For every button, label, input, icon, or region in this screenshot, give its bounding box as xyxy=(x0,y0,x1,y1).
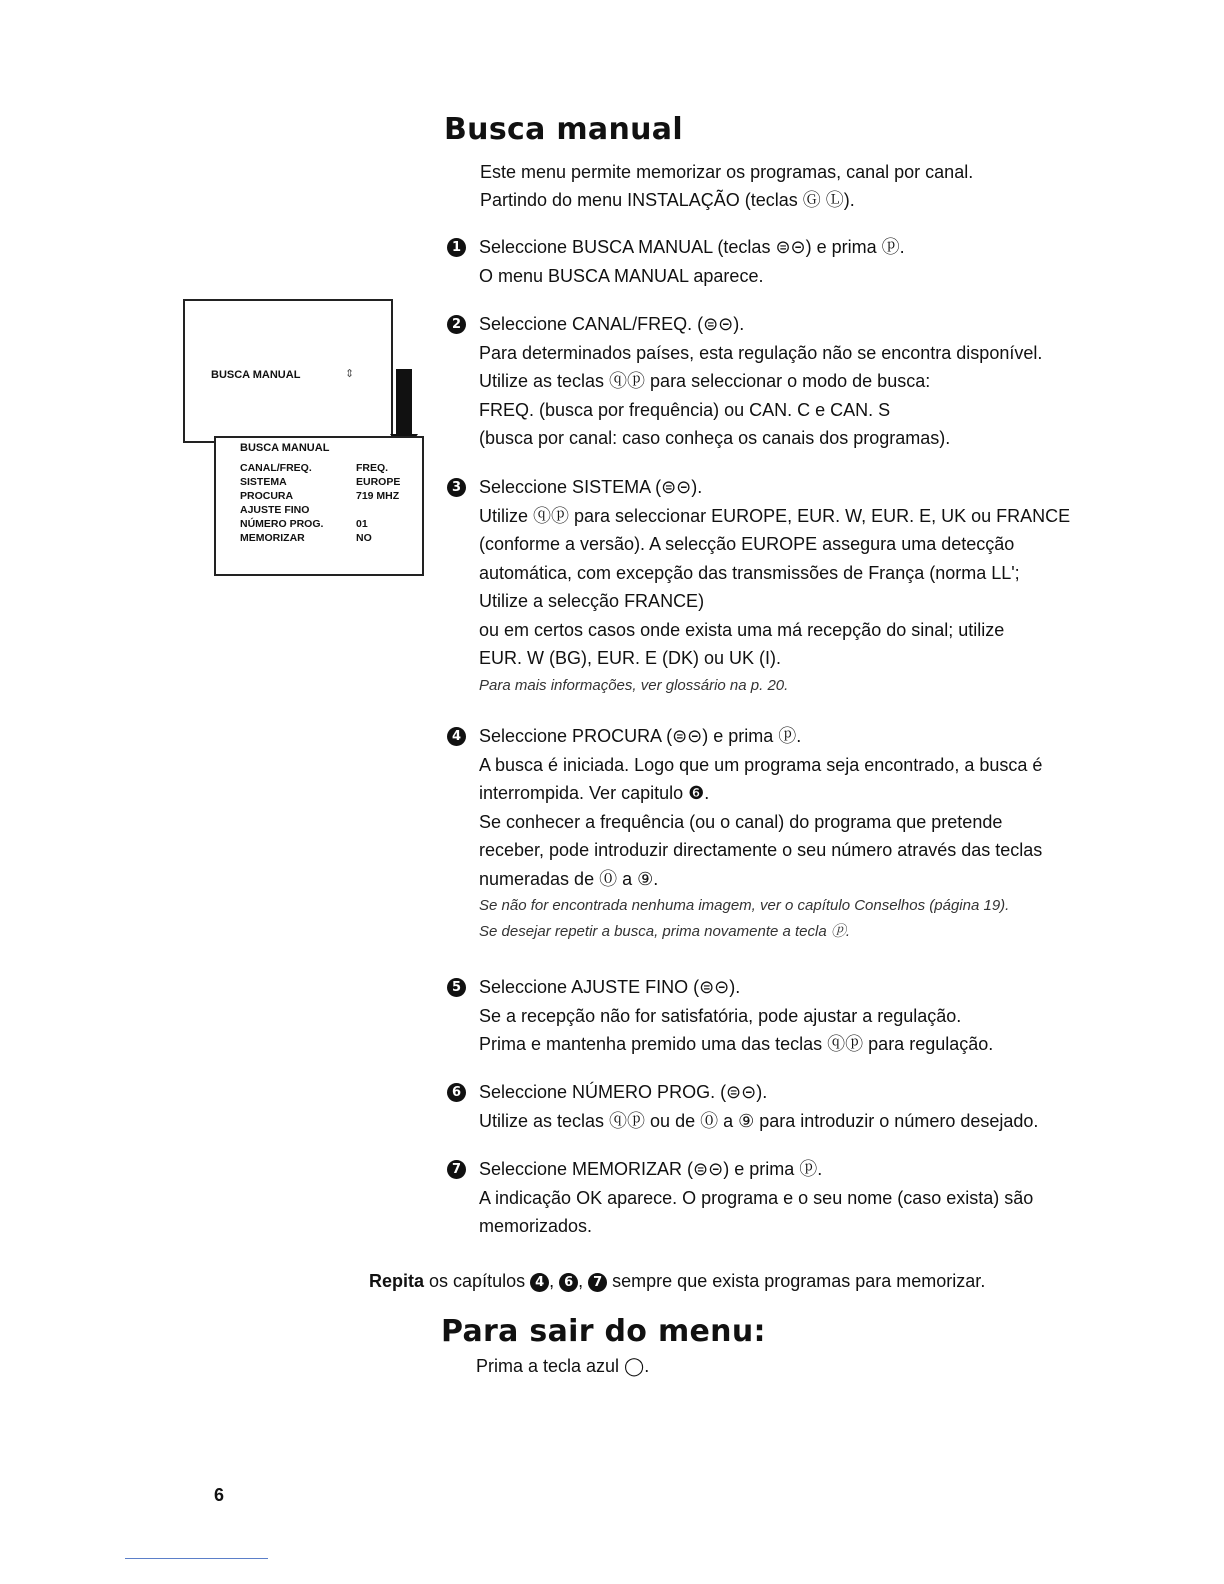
menu-row-label: NÚMERO PROG. xyxy=(240,518,324,530)
step-line: Seleccione NÚMERO PROG. (⊜⊝). xyxy=(479,1082,768,1102)
step-line: (busca por canal: caso conheça os canais dos programas). xyxy=(479,428,951,448)
step-4 xyxy=(447,722,1107,945)
menu-row-label: SISTEMA xyxy=(240,476,287,488)
step-line: Prima e mantenha premido uma das teclas ⓠⓟ para regulação. xyxy=(479,1034,994,1054)
up-down-icon: ⇕ xyxy=(345,368,355,380)
exit-text: Prima a tecla azul ◯. xyxy=(476,1356,650,1376)
footer-rule xyxy=(125,1558,268,1559)
step-number-badge: 5 xyxy=(447,978,466,997)
exit-heading: Para sair do menu: xyxy=(441,1314,766,1349)
step-number-badge: 3 xyxy=(447,478,466,497)
menu-row-value: EUROPE xyxy=(356,476,401,488)
step-line: Seleccione SISTEMA (⊜⊝). xyxy=(479,477,703,497)
menu-row-value: 01 xyxy=(356,518,368,530)
down-arrow-icon xyxy=(396,369,412,437)
panel-title: BUSCA MANUAL xyxy=(240,442,330,454)
step-line: memorizados. xyxy=(479,1216,593,1236)
repeat-text-end: sempre que exista programas para memorizar. xyxy=(612,1271,986,1291)
step-number-badge: 6 xyxy=(447,1083,466,1102)
intro-line-1: Este menu permite memorizar os programas, canal por canal. xyxy=(480,162,974,182)
step-line: O menu BUSCA MANUAL aparece. xyxy=(479,265,764,286)
tv-screen-top xyxy=(183,299,393,443)
menu-row-label: PROCURA xyxy=(240,490,294,502)
menu-row-value: NO xyxy=(356,532,372,544)
step-line: ou em certos casos onde exista uma má recepção do sinal; utilize xyxy=(479,619,1005,640)
step-line: FREQ. (busca por frequência) ou CAN. C e CAN. S xyxy=(479,399,891,420)
menu-row-value: 719 MHZ xyxy=(356,490,400,502)
step-line: EUR. W (BG), EUR. E (DK) ou UK (I). xyxy=(479,648,782,668)
intro xyxy=(480,158,973,214)
menu-row-label: MEMORIZAR xyxy=(240,532,305,544)
step-line: Seleccione CANAL/FREQ. (⊜⊝). xyxy=(479,314,745,334)
repeat-instruction: Repita os capítulos 4 , 6 , 7 sempre que exista programas para memorizar. xyxy=(369,1271,986,1291)
step-7 xyxy=(447,1155,1107,1241)
screen-menu-label: BUSCA MANUAL xyxy=(211,369,301,381)
intro-line-2: Partindo do menu INSTALAÇÃO (teclas Ⓖ Ⓛ). xyxy=(480,190,855,210)
step-number-badge: 2 xyxy=(447,315,466,334)
step-line: Utilize ⓠⓟ para seleccionar EUROPE, EUR. W, EUR. E, UK ou FRANCE xyxy=(479,505,1071,526)
step-line: Seleccione MEMORIZAR (⊜⊝) e prima ⓟ. xyxy=(479,1159,823,1179)
step-number-badge: 4 xyxy=(447,727,466,746)
menu-row-value: FREQ. xyxy=(356,462,389,474)
repeat-bold: Repita xyxy=(369,1271,425,1291)
step-line: numeradas de ⓪ a ⑨. xyxy=(479,868,659,889)
step-line: Para determinados países, esta regulação não se encontra disponível. xyxy=(479,342,1043,363)
page-number: 6 xyxy=(214,1485,225,1505)
step-2 xyxy=(447,310,1107,453)
step-number-badge: 7 xyxy=(447,1160,466,1179)
step-line: receber, pode introduzir directamente o seu número através das teclas xyxy=(479,840,1043,860)
menu-row-label: AJUSTE FINO xyxy=(240,504,310,516)
chapter-badge: 7 xyxy=(588,1273,607,1292)
tv-menu-panel xyxy=(214,436,424,576)
step-line: (conforme a versão). A selecção EUROPE assegura uma detecção xyxy=(479,534,1015,554)
step-line: Se conhecer a frequência (ou o canal) do programa que pretende xyxy=(479,811,1003,832)
chapter-badge: 6 xyxy=(559,1273,578,1292)
chapter-badge: 4 xyxy=(530,1273,549,1292)
step-line: Utilize a selecção FRANCE) xyxy=(479,591,705,611)
step-line: Se a recepção não for satisfatória, pode ajustar a regulação. xyxy=(479,1005,962,1026)
step-5 xyxy=(447,973,1107,1059)
step-line: Seleccione PROCURA (⊜⊝) e prima ⓟ. xyxy=(479,726,802,746)
step-line: A busca é iniciada. Logo que um programa seja encontrado, a busca é xyxy=(479,754,1043,775)
page-title: Busca manual xyxy=(444,112,683,147)
step-note: Se desejar repetir a busca, prima novamente a tecla ⓟ. xyxy=(479,923,851,940)
step-line: A indicação OK aparece. O programa e o seu nome (caso exista) são xyxy=(479,1187,1034,1208)
menu-row-label: CANAL/FREQ. xyxy=(240,462,312,474)
step-number-badge: 1 xyxy=(447,238,466,257)
step-line: Utilize as teclas ⓠⓟ para seleccionar o modo de busca: xyxy=(479,371,931,391)
step-line: automática, com excepção das transmissões de França (norma LL'; xyxy=(479,562,1020,583)
step-note: Para mais informações, ver glossário na p. 20. xyxy=(479,676,789,694)
step-line: Utilize as teclas ⓠⓟ ou de ⓪ a ⑨ para introduzir o número desejado. xyxy=(479,1110,1039,1131)
repeat-text: os capítulos xyxy=(429,1271,526,1291)
step-note: Se não for encontrada nenhuma imagem, ver o capítulo Conselhos (página 19). xyxy=(479,897,1010,914)
step-3 xyxy=(447,473,1107,699)
step-1 xyxy=(447,233,1107,290)
step-line: interrompida. Ver capitulo ❻. xyxy=(479,783,710,803)
step-6 xyxy=(447,1078,1107,1135)
step-line: Seleccione BUSCA MANUAL (teclas ⊜⊝) e prima ⓟ. xyxy=(479,237,905,257)
step-line: Seleccione AJUSTE FINO (⊜⊝). xyxy=(479,977,741,997)
